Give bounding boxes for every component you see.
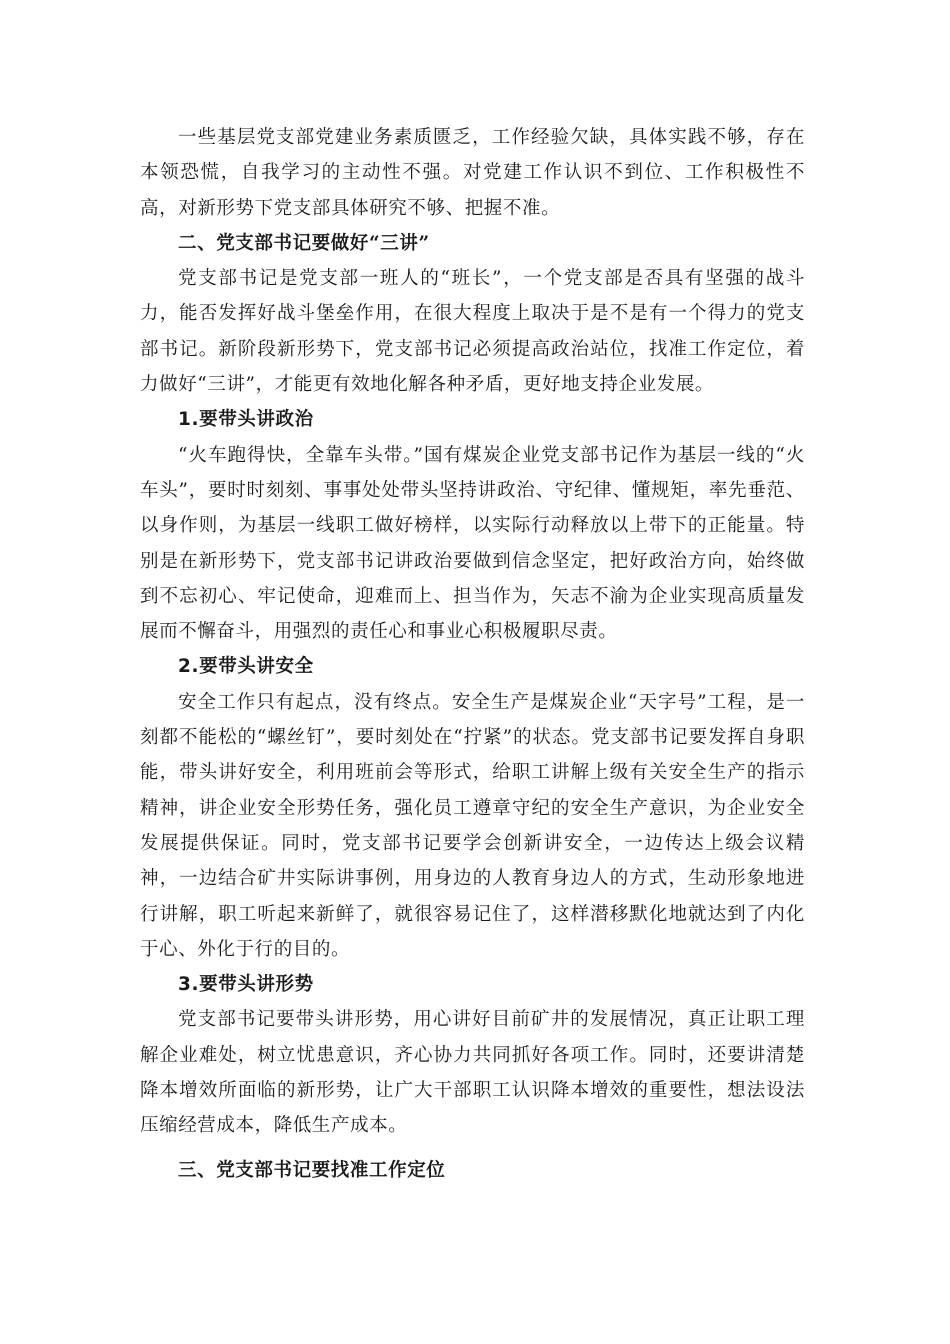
paragraph-branch-secretary-role: 党支部书记是党支部一班人的“班长”，一个党支部是否具有坚强的战斗力，能否发挥好战斗堡垒作用，在很大程度上取决于是不是有一个得力的党支部书记。新阶段新形势下，党支部书记必须提高政治站位，找准工作定位，着力做好“三讲”，才能更有效地化解各种矛盾，更好地支持企业发展。: [140, 268, 805, 396]
subheading-safety: 2.要带头讲安全: [178, 656, 314, 678]
section-heading-work-positioning: 三、党支部书记要找准工作定位: [178, 1159, 446, 1181]
subheading-situation: 3.要带头讲形势: [178, 974, 314, 996]
paragraph-safety: 安全工作只有起点，没有终点。安全生产是煤炭企业“天字号”工程，是一刻都不能松的“螺丝钉”，要时刻处在“拧紧”的状态。党支部书记要发挥自身职能，带头讲好安全，利用班前会等形式，给职工讲解上级有关安全生产的指示精神，讲企业安全形势任务，强化员工遵章守纪的安全生产意识，为企业安全发展提供保证。同时，党支部书记要学会创新讲安全，一边传达上级会议精神，一边结合矿井实际讲事例，用身边的人教育身边人的方式，生动形象地进行讲解，职工听起来新鲜了，就很容易记住了，这样潜移默化地就达到了内化于心、外化于行的目的。: [140, 691, 805, 960]
subheading-politics: 1.要带头讲政治: [178, 409, 314, 431]
document-body: [140, 120, 805, 1188]
paragraph-party-branch-weakness: 一些基层党支部党建业务素质匮乏，工作经验欠缺，具体实践不够，存在本领恐慌，自我学习的主动性不强。对党建工作认识不到位、工作积极性不高，对新形势下党支部具体研究不够、把握不准。: [140, 127, 805, 219]
paragraph-politics: “火车跑得快，全靠车头带。”国有煤炭企业党支部书记作为基层一线的“火车头”，要时时刻刻、事事处处带头坚持讲政治、守纪律、懂规矩，率先垂范、以身作则，为基层一线职工做好榜样，以实际行动释放以上带下的正能量。特别是在新形势下，党支部书记讲政治要做到信念坚定，把好政治方向，始终做到不忘初心、牢记使命，迎难而上、担当作为，矢志不渝为企业实现高质量发展而不懈奋斗，用强烈的责任心和事业心积极履职尽责。: [140, 444, 805, 643]
section-heading-three-talks: 二、党支部书记要做好“三讲”: [178, 232, 430, 254]
paragraph-situation: 党支部书记要带头讲形势，用心讲好目前矿井的发展情况，真正让职工理解企业难处，树立忧患意识，齐心协力共同抓好各项工作。同时，还要讲清楚降本增效所面临的新形势，让广大干部职工认识降本增效的重要性，想法设法压缩经营成本，降低生产成本。: [140, 1009, 805, 1137]
